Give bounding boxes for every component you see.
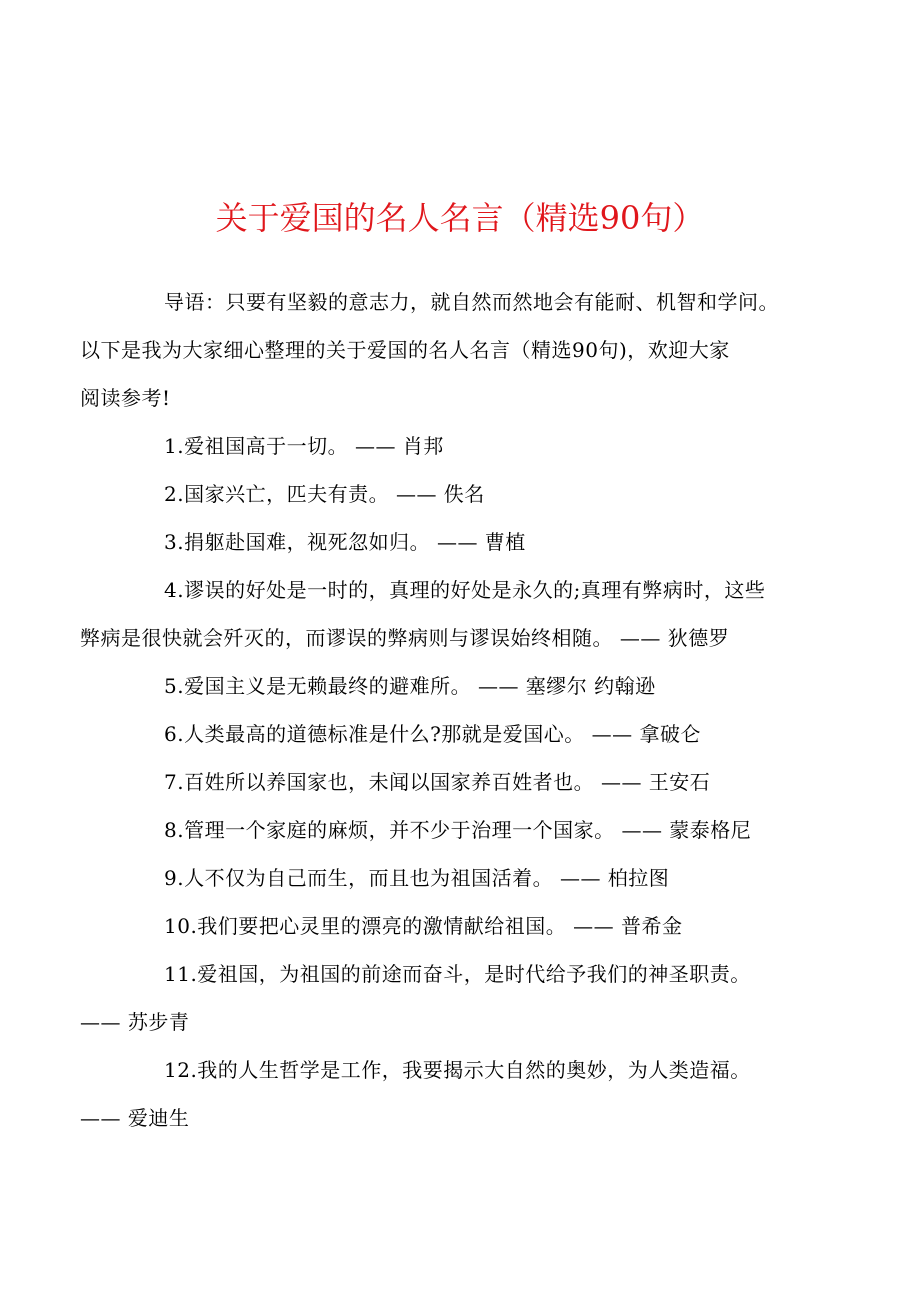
document-body [80, 278, 812, 1142]
quote-line: 10.我们要把心灵里的漂亮的激情献给祖国。 —— 普希金 [164, 914, 683, 938]
intro-line: 导语：只要有坚毅的意志力，就自然而然地会有能耐、机智和学问。 [164, 290, 779, 314]
quote-item [122, 710, 812, 758]
quote-line: 2.国家兴亡，匹夫有责。 —— 佚名 [164, 482, 485, 506]
quote-item [122, 902, 812, 950]
quote-line: 11.爱祖国，为祖国的前途而奋斗，是时代给予我们的神圣职责。 [164, 962, 751, 986]
quote-line: 9.人不仅为自己而生，而且也为祖国活着。 —— 柏拉图 [164, 866, 670, 890]
quote-item [122, 758, 812, 806]
quote-line: 6.人类最高的道德标准是什么?那就是爱国心。 —— 拿破仑 [164, 722, 702, 746]
quote-item [122, 662, 812, 710]
quote-line: 弊病是很快就会歼灭的，而谬误的弊病则与谬误始终相随。 —— 狄德罗 [80, 626, 730, 650]
quote-item [80, 950, 812, 1046]
intro-paragraph [80, 278, 812, 422]
quote-line: —— 爱迪生 [80, 1106, 190, 1130]
quote-line: —— 苏步青 [80, 1010, 190, 1034]
quote-line: 1.爱祖国高于一切。 —— 肖邦 [164, 434, 444, 458]
quote-line: 12.我的人生哲学是工作，我要揭示大自然的奥妙，为人类造福。 [164, 1058, 751, 1082]
quote-line: 5.爱国主义是无赖最终的避难所。 —— 塞缪尔 约翰逊 [164, 674, 656, 698]
quote-item [122, 470, 812, 518]
quote-item [122, 518, 812, 566]
document-title: 关于爱国的名人名言（精选90句） [215, 199, 705, 237]
quote-line: 3.捐躯赴国难，视死忽如归。 —— 曹植 [164, 530, 526, 554]
quote-line: 4.谬误的好处是一时的，真理的好处是永久的;真理有弊病时，这些 [164, 578, 766, 602]
intro-line: 以下是我为大家细心整理的关于爱国的名人名言（精选90句)，欢迎大家 [80, 338, 730, 362]
quote-item [122, 854, 812, 902]
quote-line: 7.百姓所以养国家也，未闻以国家养百姓者也。 —— 王安石 [164, 770, 711, 794]
quote-item [122, 806, 812, 854]
quote-item [80, 566, 812, 662]
quote-item [122, 422, 812, 470]
quote-line: 8.管理一个家庭的麻烦，并不少于治理一个国家。 —— 蒙泰格尼 [164, 818, 752, 842]
intro-line: 阅读参考! [80, 386, 171, 410]
quote-item [80, 1046, 812, 1142]
